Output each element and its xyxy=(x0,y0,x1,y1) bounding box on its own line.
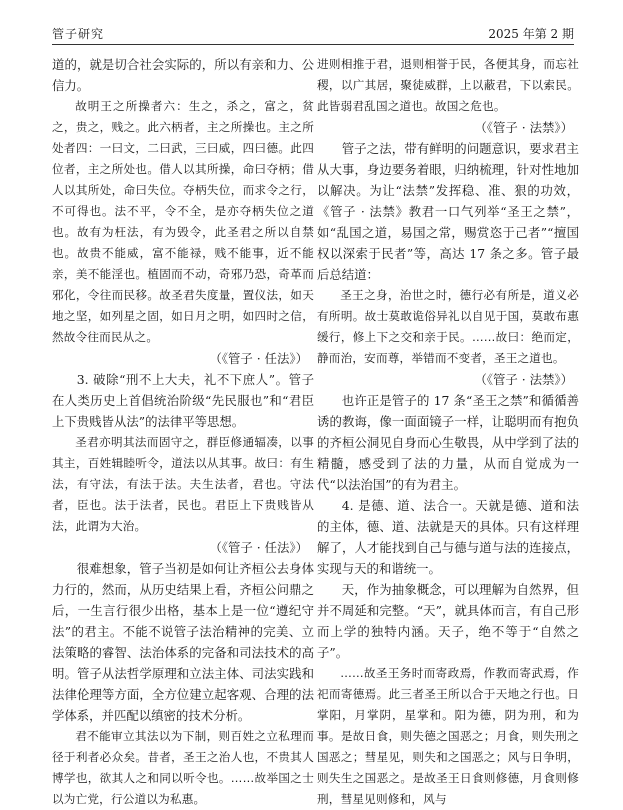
paragraph: 天，作为抽象概念，可以理解为自然界，但并不周延和完整。“天”，就具体而言，有自己形而上学的独特内涵。天子，绝不等于“自然之子”。 xyxy=(317,582,579,660)
quote-source: （《管子 · 任法》） xyxy=(209,540,308,555)
paragraph: 很难想象，管子当初是如何让齐桓公去身体力行的，然而，从历史结果上看，齐桓公问鼎之后，一生言行很少出格，基本上是一位“遵纪守法”的君主。不能不说管子法治精神的完美、立法策略的睿智、法治体系的完备和司法技术的高明。管子从法哲学原理和立法主体、司法实践和法律伦理等方面，全方位建立起客观、合理的法学体系，并匹配以缜密的技术分析。 xyxy=(52,561,314,723)
quotation: ……故圣王务时而寄政焉，作教而寄武焉，作祀而寄德焉。此三者圣王所以合于天地之行也。日掌阳，月掌阴，星掌和。阳为德，阴为刑，和为事。是故日食，则失德之国恶之；月食，则失刑之国恶之；彗星见，则失和之国恶之；风与日争明，则失生之国恶之。是故圣王日食则修德，月食则修刑，彗星见则修和，风与 xyxy=(317,666,579,806)
left-column xyxy=(52,54,314,806)
issue-label: 2025 年第 2 期 xyxy=(488,27,574,41)
journal-title: 管子研究 xyxy=(52,27,105,41)
paragraph: 也许正是管子的 17 条“圣王之禁”和循循善诱的教诲，像一面面镜子一样，让聪明而有抱负的齐桓公洞见自身而心生敬畏，从中学到了法的精髓，感受到了法的力量，从而自觉成为一代“以法治国”的有为君主。 xyxy=(317,393,579,492)
quotation: 进则相推于君，退则相誉于民，各便其身，而忘社稷，以广其居，聚徒威群，上以蔽君，下以索民。此皆弱君乱国之道也。故国之危也。 xyxy=(317,57,579,113)
quotation: 君不能审立其法以为下制，则百姓之立私理而径于利者必众矣。昔者，圣王之治人也，不贵其人博学也，欲其人之和同以听令也。……故举国之士以为亡党，行公道以为私惠。 xyxy=(52,729,314,806)
quote-source: （《管子 · 法禁》） xyxy=(474,120,573,135)
paragraph: 管子之法，带有鲜明的问题意识，要求君主从大事，身边要务着眼，归纳梳理，针对性地加以解决。为让“法禁”发挥稳、准、狠的功效，《管子 · 法禁》教君一口气列举“圣王之禁”，如“乱国之道，易国之常，赐赏恣于己者”“擅国权以深索于民者”等，高达 17 条之多。管子最后总结道： xyxy=(317,141,579,282)
paragraph: 道的，就是切合社会实际的，所以有亲和力、公信力。 xyxy=(52,57,314,93)
running-header xyxy=(52,22,574,45)
quote-source: （《管子 · 任法》） xyxy=(209,351,308,366)
quotation: 故明王之所操者六：生之，杀之，富之，贫之，贵之，贱之。此六柄者，主之所操也。主之所处者四：一曰文，二曰武，三曰威，四曰德。此四位者，主之所处也。借人以其所操，命曰夺柄；借人以其所处，命曰失位。夺柄失位，而求令之行，不可得也。法不平，令不全，是亦夺柄失位之道也。故有为枉法，有为毁令，此圣君之所以自禁也。故贵不能威，富不能禄，贱不能事，近不能亲，美不能淫也。植固而不动，奇邪乃恐，奇革而邪化，令往而民移。故圣君失度量，置仪法，如天地之坚，如列星之固，如日月之明，如四时之信，然故令往而民从之。 xyxy=(52,99,314,344)
right-column xyxy=(317,54,579,806)
quotation: 圣王之身，治世之时，德行必有所是，道义必有所明。故士莫敢诡俗异礼以自见于国，莫敢布惠缓行，修上下之交和亲于民。……故曰：绝而定，静而治，安而尊，举错而不变者，圣王之道也。 xyxy=(317,288,579,365)
quote-source: （《管子 · 法禁》） xyxy=(474,372,573,387)
paragraph: 3. 破除“刑不上大夫，礼不下庶人”。管子在人类历史上首倡统治阶级“先民服也”和“君臣上下贵贱皆从法”的法律平等思想。 xyxy=(52,372,314,429)
paragraph: 4. 是德、道、法合一。天就是德、道和法的主体，德、道、法就是天的具体。只有这样理解了，人才能找到自己与德与道与法的连接点，实现与天的和谐统一。 xyxy=(317,498,579,576)
quotation: 圣君亦明其法而固守之，群臣修通辐凑，以事其主，百姓辑睦听令，道法以从其事。故曰：有生法，有守法，有法于法。夫生法者，君也。守法者，臣也。法于法者，民也。君臣上下贵贱皆从法，此谓为大治。 xyxy=(52,435,314,533)
